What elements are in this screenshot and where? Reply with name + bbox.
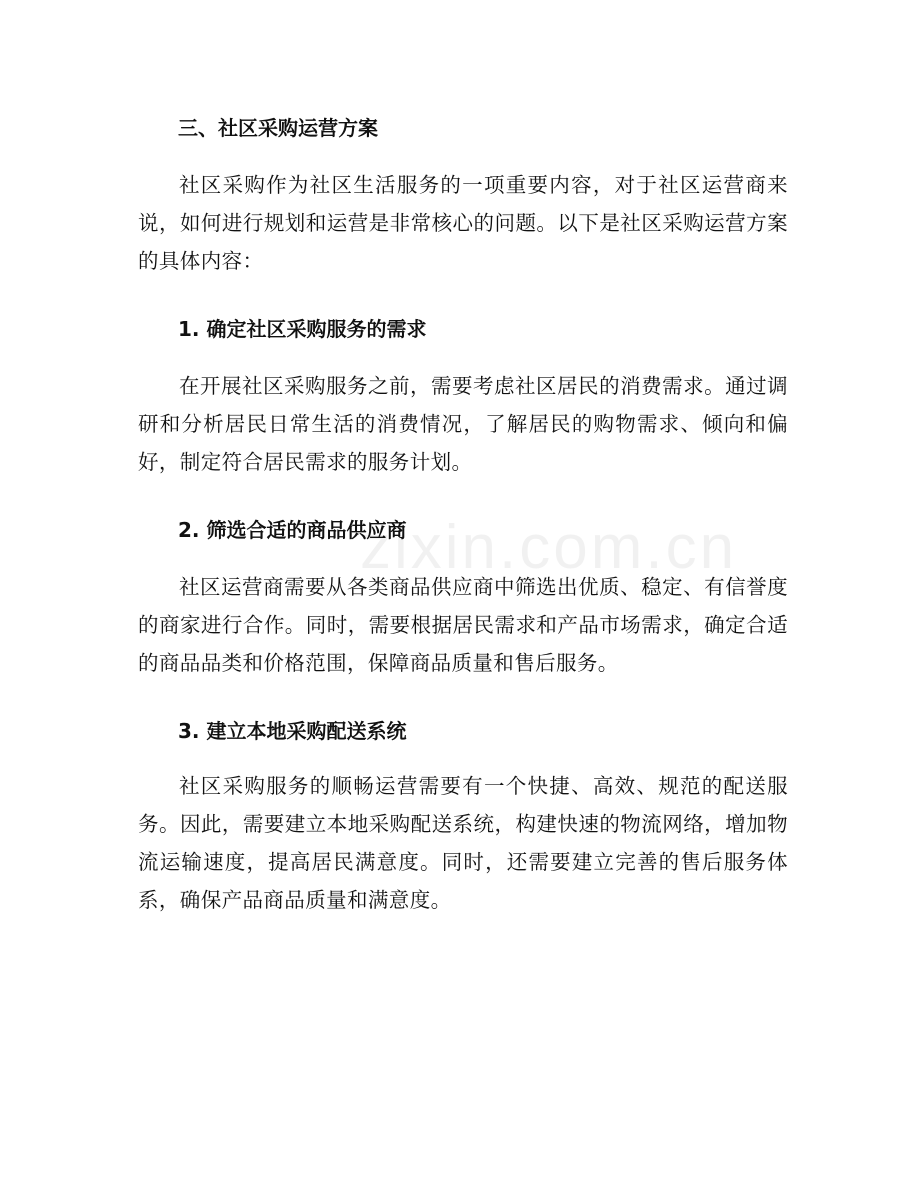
- item-1-heading: 1. 确定社区采购服务的需求: [178, 317, 427, 341]
- item-3-heading: 3. 建立本地采购配送系统: [178, 719, 407, 743]
- watermark: zixin.com.cn: [360, 513, 738, 582]
- section-title: 三、社区采购运营方案: [178, 116, 378, 140]
- item-2-heading: 2. 筛选合适的商品供应商: [178, 518, 407, 542]
- item-3-body: 社区采购服务的顺畅运营需要有一个快捷、高效、规范的配送服务。因此，需要建立本地采购配送系统，构建快速的物流网络，增加物流运输速度，提高居民满意度。同时，还需要建立完善的售后服务体系，确保产品商品质量和满意度。: [138, 774, 788, 912]
- intro-paragraph: 社区采购作为社区生活服务的一项重要内容，对于社区运营商来说，如何进行规划和运营是非常核心的问题。以下是社区采购运营方案的具体内容：: [138, 173, 788, 273]
- item-2-body: 社区运营商需要从各类商品供应商中筛选出优质、稳定、有信誉度的商家进行合作。同时，需要根据居民需求和产品市场需求，确定合适的商品品类和价格范围，保障商品质量和售后服务。: [138, 575, 788, 675]
- item-1-body: 在开展社区采购服务之前，需要考虑社区居民的消费需求。通过调研和分析居民日常生活的消费情况，了解居民的购物需求、倾向和偏好，制定符合居民需求的服务计划。: [138, 374, 788, 474]
